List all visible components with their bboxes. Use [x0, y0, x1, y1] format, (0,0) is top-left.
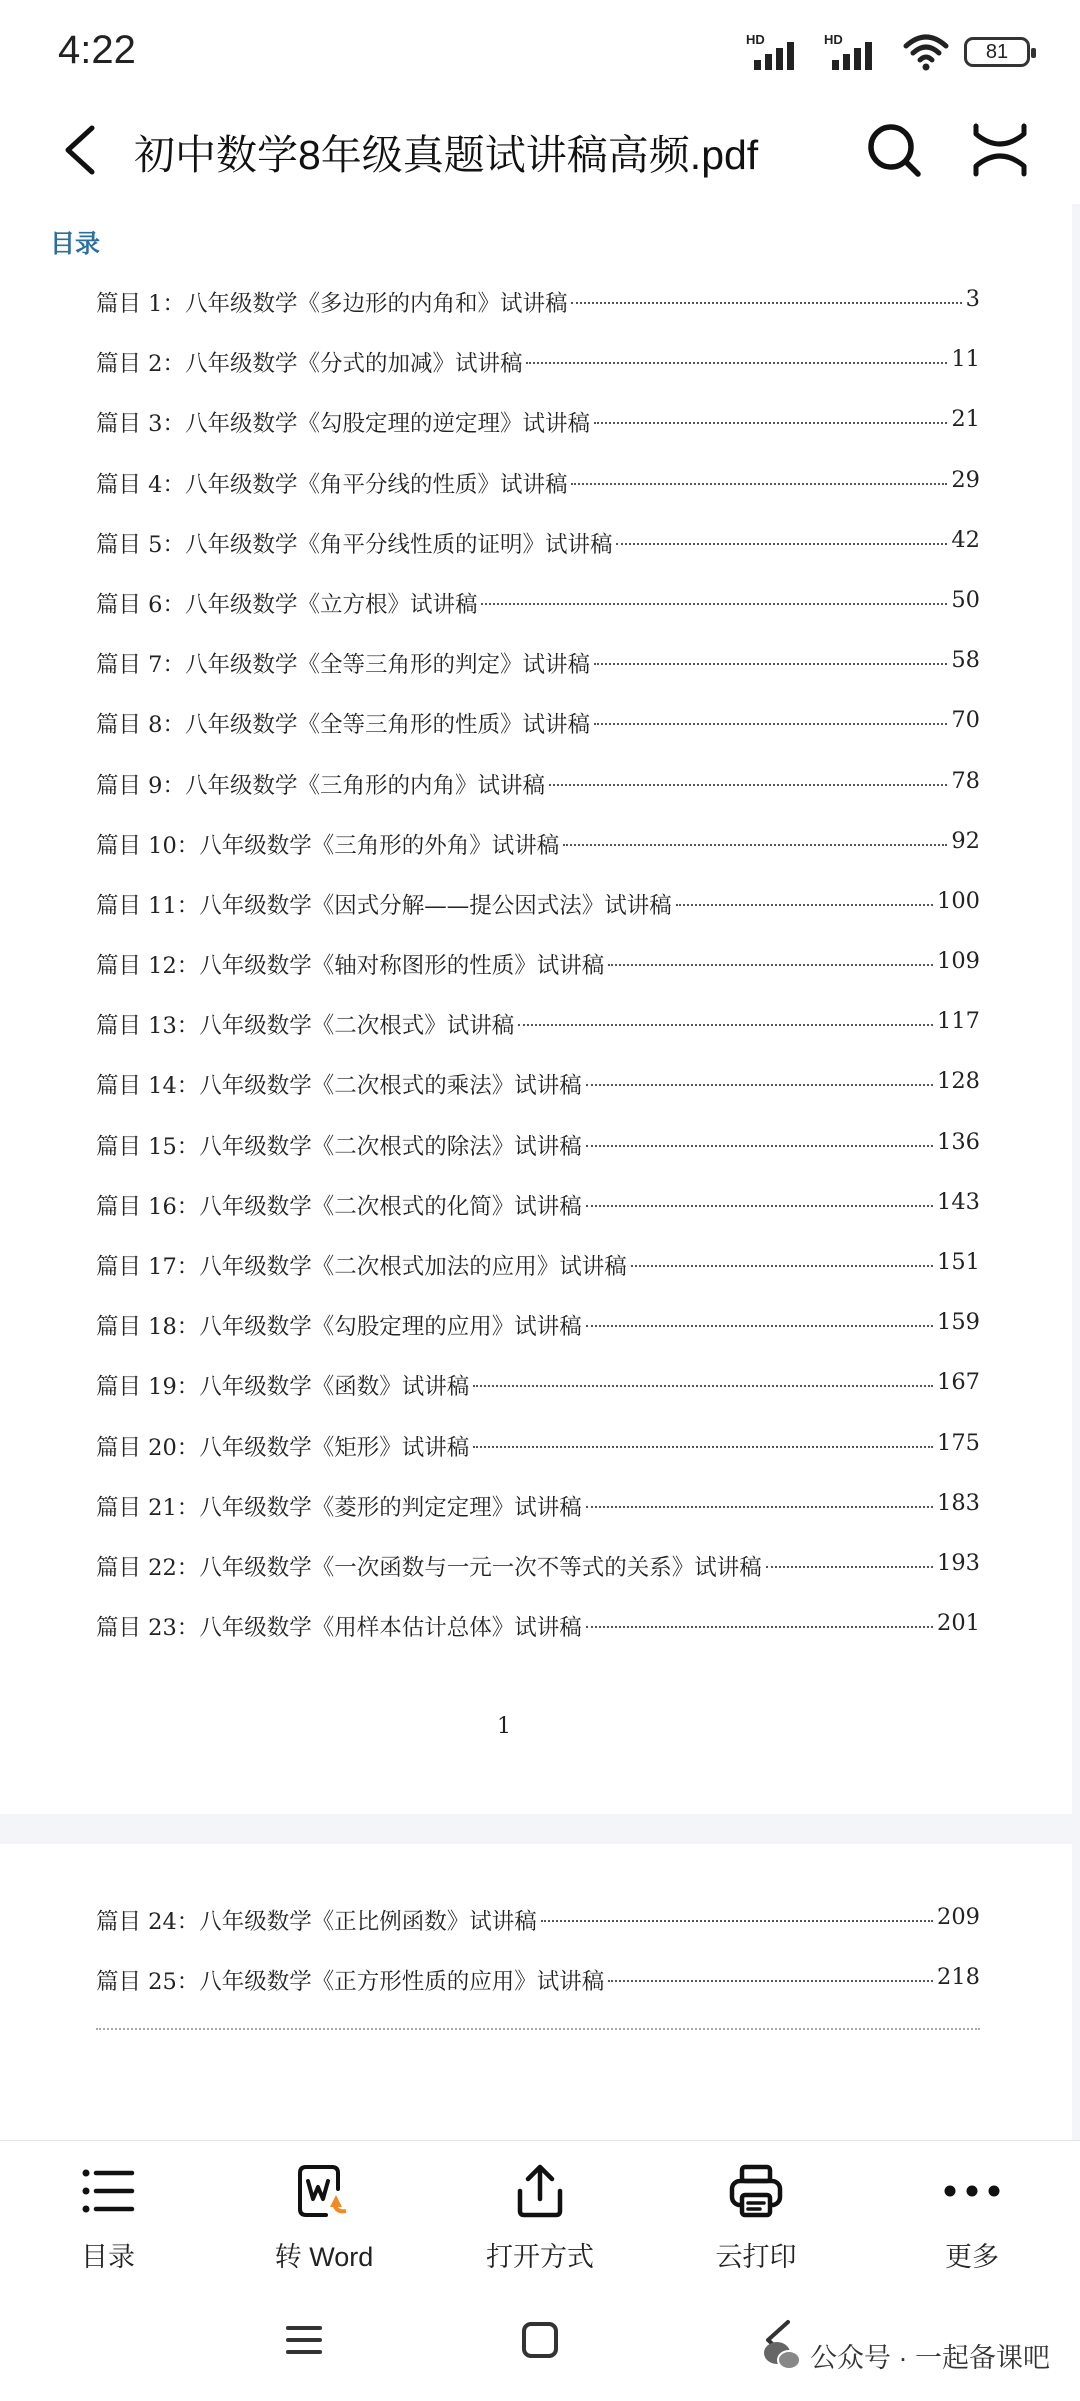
toc-entry[interactable] [96, 406, 980, 466]
toc-entry-page: 42 [951, 526, 980, 553]
back-icon[interactable] [52, 118, 112, 182]
toc-leader-dots [586, 1309, 933, 1327]
toc-entry-page: 218 [937, 1964, 980, 1991]
toc-entry[interactable] [96, 707, 980, 767]
toc-entry[interactable] [96, 768, 980, 828]
toc-entry-title: 篇目 23：八年级数学《用样本估计总体》试讲稿 [96, 1615, 582, 1642]
toc-entry-title: 篇目 17：八年级数学《二次根式加法的应用》试讲稿 [96, 1254, 627, 1280]
toc-entry-title: 篇目 9：八年级数学《三角形的内角》试讲稿 [96, 772, 545, 799]
app-bar [0, 100, 1080, 204]
toc-entry-title: 篇目 8：八年级数学《全等三角形的性质》试讲稿 [96, 712, 590, 739]
toc-entry-title: 篇目 12：八年级数学《轴对称图形的性质》试讲稿 [96, 953, 605, 980]
toc-entry-page: 117 [937, 1008, 980, 1035]
toc-entry-page: 50 [951, 586, 980, 613]
toc-leader-dots [586, 1490, 933, 1508]
toc-entry[interactable] [96, 1490, 980, 1550]
toc-leader-dots [676, 888, 933, 906]
toc-entry[interactable] [96, 467, 980, 527]
status-icons [746, 30, 1030, 74]
recent-apps-icon[interactable] [282, 2318, 326, 2362]
toc-entry[interactable] [96, 1309, 980, 1369]
toc-entry-title: 篇目 15：八年级数学《二次根式的除法》试讲稿 [96, 1133, 582, 1160]
toc-entry-title: 篇目 24：八年级数学《正比例函数》试讲稿 [96, 1909, 537, 1935]
toolbar-label: 目录 [81, 2242, 135, 2272]
toc-entry-title: 篇目 14：八年级数学《二次根式的乘法》试讲稿 [96, 1073, 582, 1100]
toolbar-label: 转 Word [274, 2242, 374, 2272]
battery-icon: 81 [964, 37, 1030, 67]
toc-row-partial [96, 2020, 980, 2034]
status-bar [0, 0, 1080, 100]
share-icon [508, 2159, 572, 2223]
toc-entry[interactable] [96, 1008, 980, 1068]
watermark-text: 公众号 · 一起备课吧 [810, 2343, 1050, 2373]
toc-entry-page: 3 [965, 286, 980, 312]
toc-leader-dots [616, 527, 947, 545]
toc-entry-title: 篇目 13：八年级数学《二次根式》试讲稿 [96, 1013, 515, 1040]
toc-entry-page: 136 [937, 1128, 980, 1155]
bottom-toolbar [0, 2140, 1080, 2290]
toc-entry-page: 183 [937, 1489, 980, 1516]
toc-entry-page: 78 [951, 767, 980, 794]
document-viewer[interactable] [0, 204, 1080, 2140]
pdf-page-1 [0, 204, 1072, 1814]
watermark [762, 2336, 1050, 2375]
toc-entry[interactable] [96, 1550, 980, 1610]
toolbar-label: 更多 [945, 2242, 999, 2272]
toc-leader-dots [594, 406, 947, 424]
toc-leader-dots [541, 1904, 933, 1922]
toc-leader-dots [608, 948, 933, 966]
list-icon [76, 2159, 140, 2223]
cellular-signal-icon: HD [746, 32, 810, 72]
reading-mode-icon[interactable] [968, 118, 1032, 182]
wifi-icon [902, 32, 950, 72]
convert-word-icon [292, 2159, 356, 2223]
toc-entry-title: 篇目 2：八年级数学《分式的加减》试讲稿 [96, 351, 523, 378]
search-icon[interactable] [862, 118, 926, 182]
toc-entry[interactable] [96, 647, 980, 707]
toc-leader-dots [631, 1249, 933, 1267]
toc-entry[interactable] [96, 527, 980, 587]
toc-entry-page: 100 [937, 887, 980, 914]
toc-leader-dots [473, 1430, 933, 1448]
toc-entry-page: 159 [937, 1309, 980, 1336]
toc-entry-page: 209 [937, 1904, 980, 1930]
toc-entry[interactable] [96, 1964, 980, 2024]
pdf-page-2 [0, 1844, 1072, 2140]
toc-entry-title: 篇目 25：八年级数学《正方形性质的应用》试讲稿 [96, 1969, 605, 1996]
toc-entry[interactable] [96, 346, 980, 406]
cellular-signal-icon-2: HD [824, 32, 888, 72]
toc-entry[interactable] [96, 948, 980, 1008]
toc-entry-title: 篇目 11：八年级数学《因式分解——提公因式法》试讲稿 [96, 892, 672, 919]
toc-entry-title: 篇目 10：八年级数学《三角形的外角》试讲稿 [96, 832, 560, 859]
toc-entry[interactable] [96, 587, 980, 647]
wechat-icon [762, 2339, 802, 2373]
toc-leader-dots [586, 1189, 933, 1207]
home-icon[interactable] [518, 2318, 562, 2362]
toc-leader-dots [526, 346, 947, 364]
toc-entry-title: 篇目 3：八年级数学《勾股定理的逆定理》试讲稿 [96, 411, 590, 438]
toc-entry[interactable] [96, 1430, 980, 1490]
toc-entry-title: 篇目 4：八年级数学《角平分线的性质》试讲稿 [96, 471, 568, 498]
toc-list-continued [96, 1904, 980, 2024]
more-icon [940, 2159, 1004, 2223]
toolbar-label: 云打印 [715, 2242, 797, 2272]
toc-entry-page: 175 [937, 1429, 980, 1456]
toc-entry[interactable] [96, 1189, 980, 1249]
toc-leader-dots [586, 1610, 933, 1628]
toc-leader-dots [571, 286, 961, 304]
toc-entry-page: 29 [951, 466, 980, 493]
toc-entry-page: 128 [937, 1068, 980, 1095]
toc-entry-title: 篇目 19：八年级数学《函数》试讲稿 [96, 1374, 470, 1401]
toc-entry-title: 篇目 20：八年级数学《矩形》试讲稿 [96, 1434, 470, 1461]
toc-entry-page: 70 [951, 707, 980, 734]
toc-entry[interactable] [96, 1129, 980, 1189]
toc-leader-dots [586, 1068, 933, 1086]
toc-entry[interactable] [96, 1904, 980, 1964]
toc-entry[interactable] [96, 828, 980, 888]
toc-entry-page: 151 [937, 1249, 980, 1275]
toc-leader-dots [594, 707, 947, 725]
toc-entry[interactable] [96, 1369, 980, 1429]
toc-leader-dots [594, 647, 947, 665]
document-title: 初中数学8年级真题试讲稿高频.pdf [134, 132, 759, 178]
toc-leader-dots [571, 467, 947, 485]
toolbar-label: 打开方式 [486, 2242, 594, 2272]
open-with-button[interactable] [432, 2141, 648, 2291]
toc-leader-dots [563, 828, 947, 846]
toc-leader-dots [518, 1008, 933, 1026]
toc-entry-page: 58 [951, 647, 980, 674]
toc-entry-page: 21 [951, 406, 980, 433]
printer-icon [724, 2159, 788, 2223]
toc-heading: 目录 [50, 229, 101, 258]
toc-list [96, 286, 980, 1670]
toc-entry[interactable] [96, 1249, 980, 1309]
toc-entry[interactable] [96, 1610, 980, 1670]
toc-entry[interactable] [96, 1068, 980, 1128]
toc-entry-page: 201 [937, 1610, 980, 1637]
toc-entry-page: 109 [937, 948, 980, 975]
toc-entry-title: 篇目 5：八年级数学《角平分线性质的证明》试讲稿 [96, 531, 613, 558]
toc-entry[interactable] [96, 888, 980, 948]
toc-entry-page: 143 [937, 1188, 980, 1215]
page-number: 1 [497, 1714, 511, 1739]
toc-entry-title: 篇目 21：八年级数学《菱形的判定定理》试讲稿 [96, 1494, 582, 1521]
toc-entry-page: 11 [951, 346, 980, 373]
toc-leader-dots [481, 587, 947, 605]
toc-entry-title: 篇目 22：八年级数学《一次函数与一元一次不等式的关系》试讲稿 [96, 1554, 762, 1581]
toc-entry-title: 篇目 7：八年级数学《全等三角形的判定》试讲稿 [96, 652, 590, 679]
toc-leader-dots [473, 1369, 933, 1387]
toc-leader-dots [766, 1550, 933, 1568]
cloud-print-button[interactable] [648, 2141, 864, 2291]
toc-entry-page: 167 [937, 1369, 980, 1396]
toc-leader-dots [586, 1129, 933, 1147]
toc-entry-title: 篇目 1：八年级数学《多边形的内角和》试讲稿 [96, 291, 568, 317]
more-button[interactable] [864, 2141, 1080, 2291]
toc-leader-dots [549, 768, 947, 786]
toc-leader-dots [608, 1964, 933, 1982]
convert-word-button[interactable] [216, 2141, 432, 2291]
toc-entry-page: 92 [951, 827, 980, 854]
toc-entry-title: 篇目 16：八年级数学《二次根式的化简》试讲稿 [96, 1193, 582, 1220]
toc-entry-title: 篇目 18：八年级数学《勾股定理的应用》试讲稿 [96, 1314, 582, 1341]
toc-button[interactable] [0, 2141, 216, 2291]
status-time: 4:22 [58, 28, 136, 72]
toc-entry[interactable] [96, 286, 980, 346]
toc-entry-title: 篇目 6：八年级数学《立方根》试讲稿 [96, 591, 478, 618]
toc-entry-page: 193 [937, 1549, 980, 1576]
